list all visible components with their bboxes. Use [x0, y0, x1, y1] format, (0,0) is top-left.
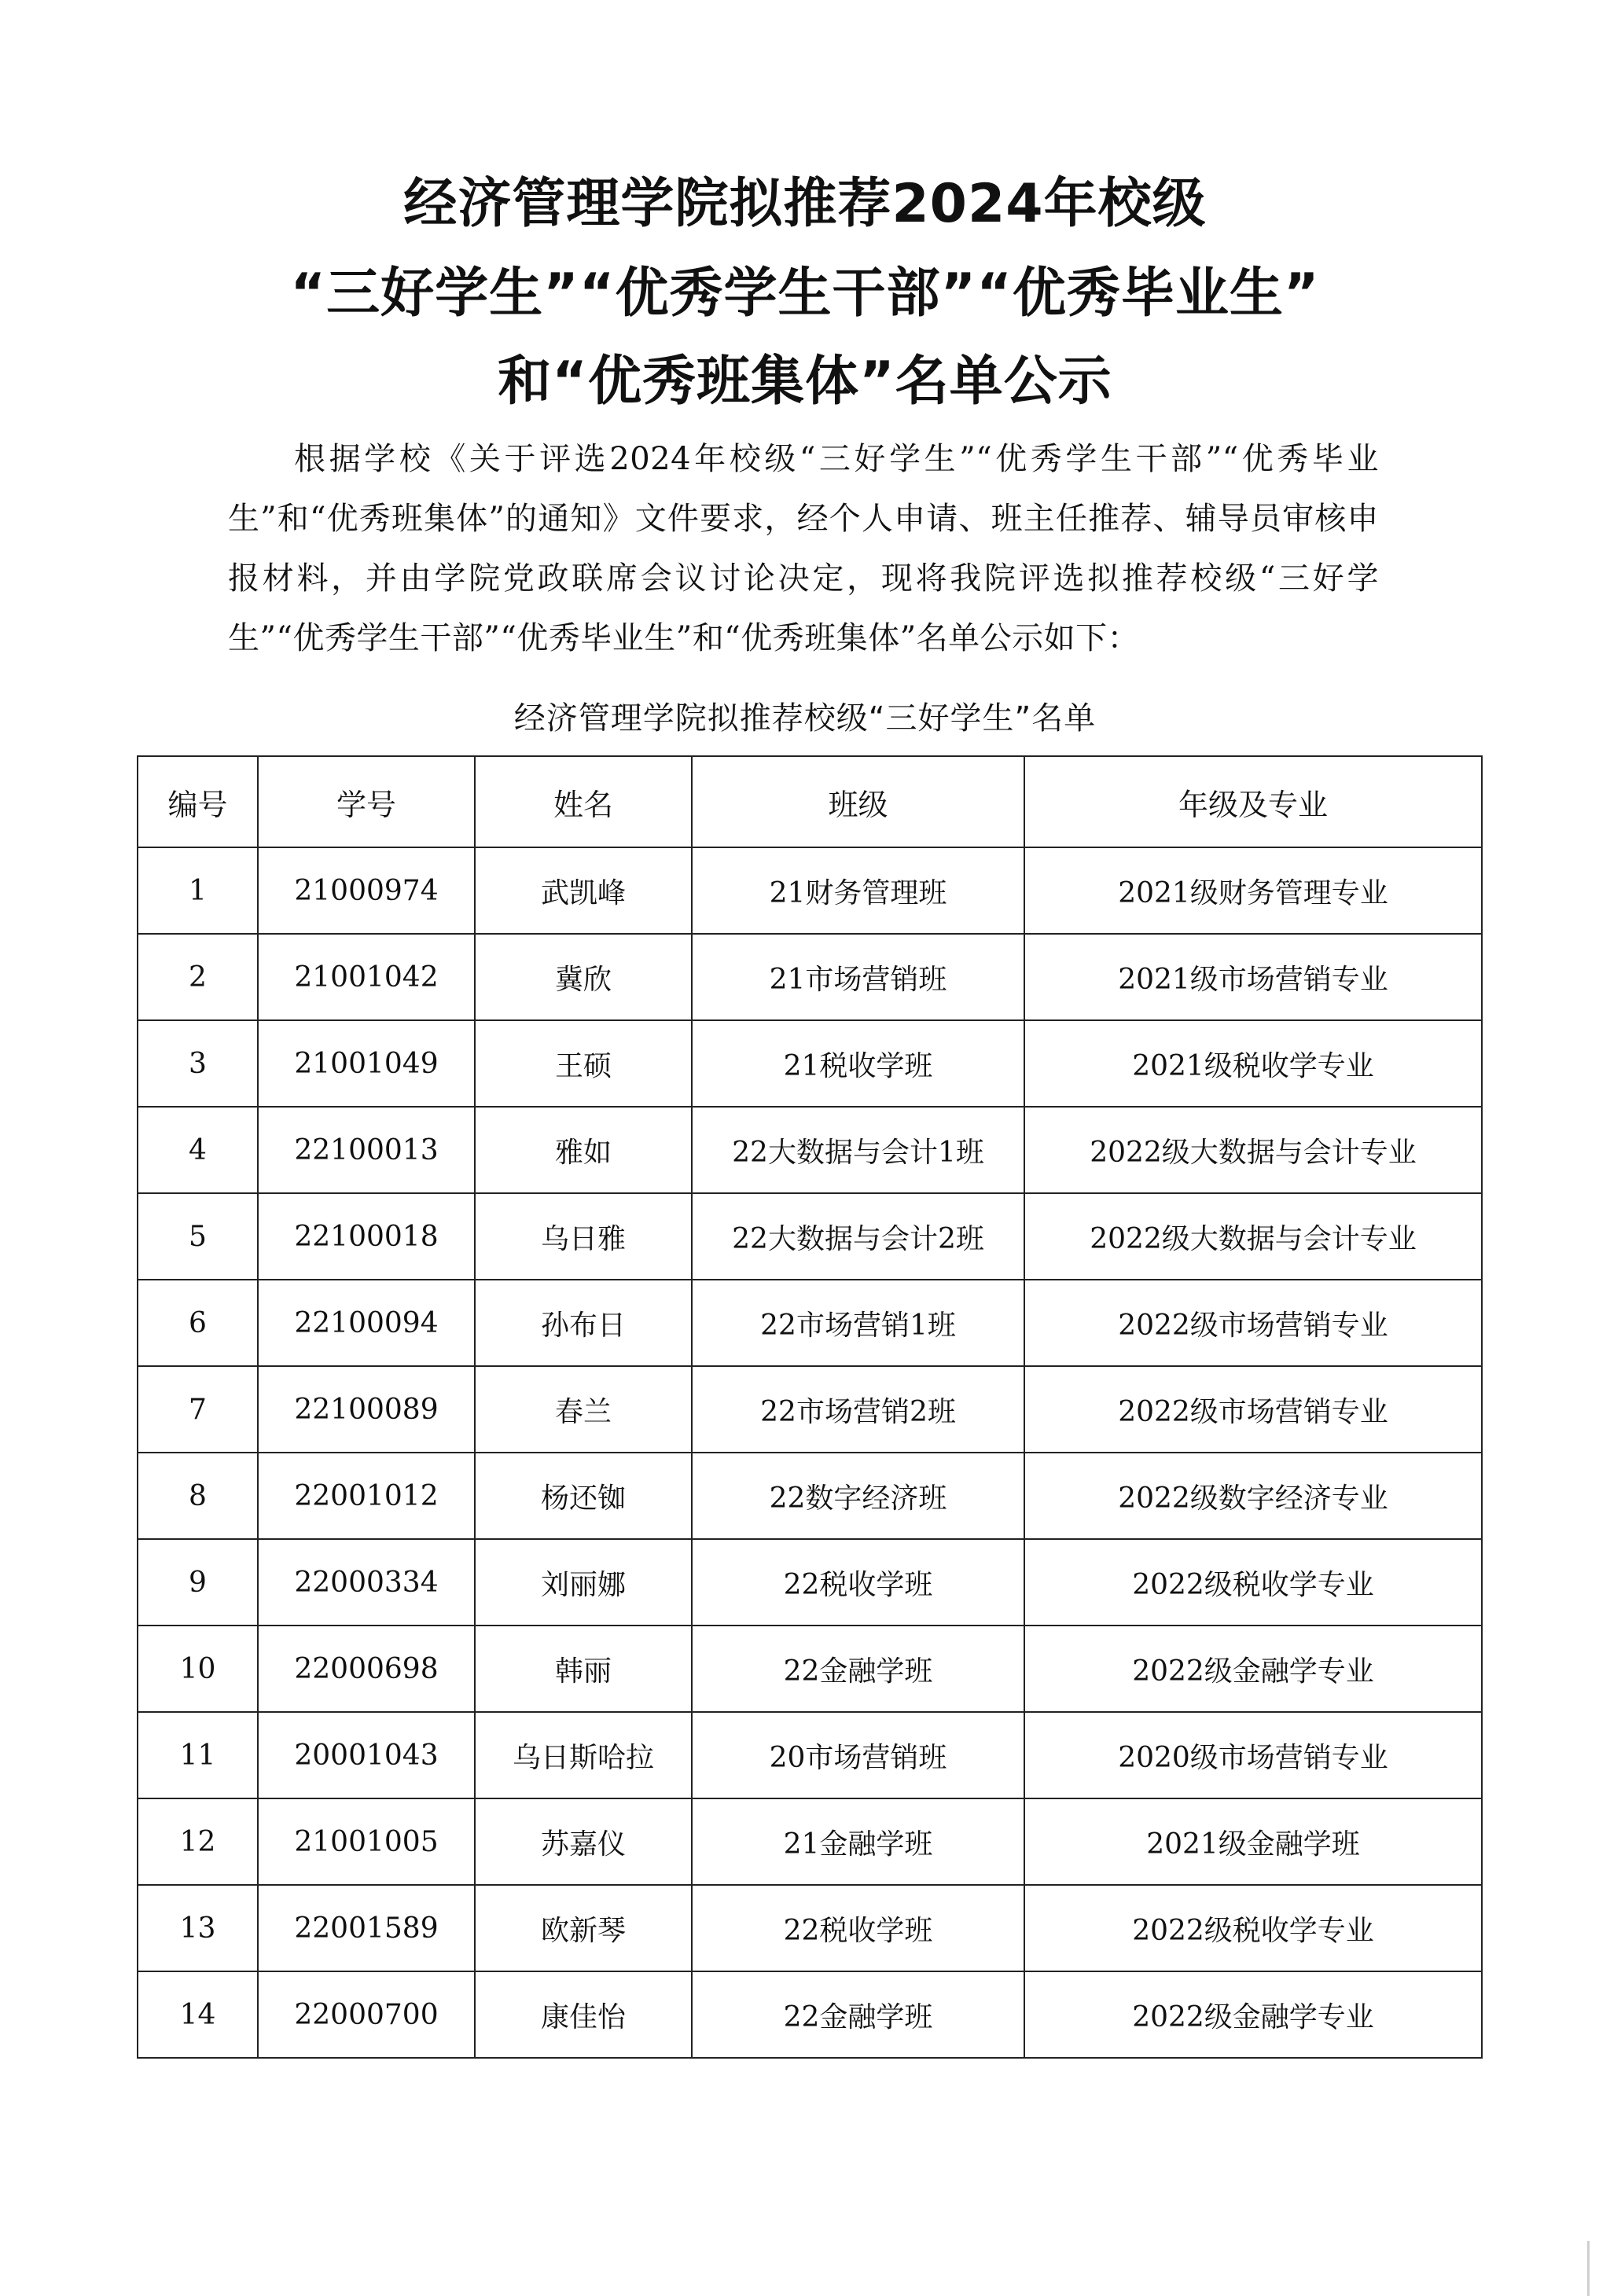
cell-name: 雅如 [475, 1107, 692, 1193]
cell-class: 22税收学班 [692, 1885, 1024, 1971]
cell-student-id: 22001589 [258, 1885, 475, 1971]
cell-grade-major: 2022级数字经济专业 [1024, 1453, 1482, 1539]
header-student-id: 学号 [258, 756, 475, 847]
cell-student-id: 22100089 [258, 1366, 475, 1453]
table-caption: 经济管理学院拟推荐校级“三好学生”名单 [513, 700, 1097, 737]
cell-class: 22大数据与会计2班 [692, 1193, 1024, 1280]
cell-number: 11 [138, 1712, 258, 1798]
student-list-table [137, 755, 1483, 2059]
cell-grade-major: 2021级市场营销专业 [1024, 934, 1482, 1020]
cell-name: 刘丽娜 [475, 1539, 692, 1626]
cell-student-id: 22000334 [258, 1539, 475, 1626]
cell-class: 22数字经济班 [692, 1453, 1024, 1539]
cell-class: 22大数据与会计1班 [692, 1107, 1024, 1193]
cell-grade-major: 2021级财务管理专业 [1024, 847, 1482, 934]
table-row [138, 934, 1482, 1020]
cell-class: 21金融学班 [692, 1798, 1024, 1885]
cell-grade-major: 2022级市场营销专业 [1024, 1280, 1482, 1366]
intro-paragraph: 根据学校《关于评选2024年校级“三好学生”“优秀学生干部”“优秀毕业生”和“优秀班集体”的通知》文件要求，经个人申请、班主任推荐、辅导员审核申报材料，并由学院党政联席会议讨论决定，现将我院评选拟推荐校级“三好学生”“优秀学生干部”“优秀毕业生”和“优秀班集体”名单公示如下： [228, 441, 1379, 656]
cell-grade-major: 2022级税收学专业 [1024, 1885, 1482, 1971]
cell-number: 1 [138, 847, 258, 934]
cell-student-id: 20001043 [258, 1712, 475, 1798]
cell-number: 4 [138, 1107, 258, 1193]
cell-class: 22市场营销1班 [692, 1280, 1024, 1366]
cell-name: 康佳怡 [475, 1971, 692, 2058]
header-class: 班级 [692, 756, 1024, 847]
cell-name: 乌日斯哈拉 [475, 1712, 692, 1798]
table-row [138, 1885, 1482, 1971]
cell-number: 12 [138, 1798, 258, 1885]
cell-grade-major: 2022级大数据与会计专业 [1024, 1193, 1482, 1280]
cell-grade-major: 2022级市场营销专业 [1024, 1366, 1482, 1453]
table-header-row [138, 756, 1482, 847]
cell-student-id: 22100013 [258, 1107, 475, 1193]
cell-grade-major: 2021级金融学班 [1024, 1798, 1482, 1885]
table-row [138, 1712, 1482, 1798]
cell-grade-major: 2021级税收学专业 [1024, 1020, 1482, 1107]
cell-number: 9 [138, 1539, 258, 1626]
cell-student-id: 22100094 [258, 1280, 475, 1366]
cell-number: 13 [138, 1885, 258, 1971]
cell-name: 杨还铷 [475, 1453, 692, 1539]
cell-student-id: 22000698 [258, 1626, 475, 1712]
cell-student-id: 22000700 [258, 1971, 475, 2058]
scan-edge-mark [1587, 2241, 1590, 2296]
cell-student-id: 22100018 [258, 1193, 475, 1280]
document-title-line-3: 和“优秀班集体”名单公示 [498, 351, 1112, 413]
table-row [138, 1280, 1482, 1366]
cell-class: 21财务管理班 [692, 847, 1024, 934]
cell-name: 春兰 [475, 1366, 692, 1453]
cell-number: 2 [138, 934, 258, 1020]
cell-class: 21市场营销班 [692, 934, 1024, 1020]
cell-grade-major: 2022级大数据与会计专业 [1024, 1107, 1482, 1193]
cell-name: 苏嘉仪 [475, 1798, 692, 1885]
cell-class: 22税收学班 [692, 1539, 1024, 1626]
cell-number: 7 [138, 1366, 258, 1453]
document-title-line-2: “三好学生”“优秀学生干部”“优秀毕业生” [290, 263, 1320, 325]
document-title-line-1: 经济管理学院拟推荐2024年校级 [403, 173, 1207, 235]
table-body [138, 847, 1482, 2058]
cell-number: 5 [138, 1193, 258, 1280]
cell-student-id: 21001049 [258, 1020, 475, 1107]
header-grade-major: 年级及专业 [1024, 756, 1482, 847]
header-name: 姓名 [475, 756, 692, 847]
table-row [138, 1971, 1482, 2058]
cell-class: 22金融学班 [692, 1626, 1024, 1712]
cell-number: 14 [138, 1971, 258, 2058]
cell-number: 10 [138, 1626, 258, 1712]
table-row [138, 1020, 1482, 1107]
cell-number: 3 [138, 1020, 258, 1107]
header-number: 编号 [138, 756, 258, 847]
cell-name: 王硕 [475, 1020, 692, 1107]
cell-class: 21税收学班 [692, 1020, 1024, 1107]
cell-grade-major: 2022级金融学专业 [1024, 1971, 1482, 2058]
cell-class: 22金融学班 [692, 1971, 1024, 2058]
cell-student-id: 22001012 [258, 1453, 475, 1539]
cell-class: 22市场营销2班 [692, 1366, 1024, 1453]
cell-name: 武凯峰 [475, 847, 692, 934]
table-row [138, 1539, 1482, 1626]
table-row [138, 1366, 1482, 1453]
cell-name: 孙布日 [475, 1280, 692, 1366]
cell-student-id: 21000974 [258, 847, 475, 934]
cell-grade-major: 2020级市场营销专业 [1024, 1712, 1482, 1798]
table-row [138, 847, 1482, 934]
cell-student-id: 21001042 [258, 934, 475, 1020]
table-row [138, 1453, 1482, 1539]
cell-name: 冀欣 [475, 934, 692, 1020]
table-row [138, 1193, 1482, 1280]
table-row [138, 1798, 1482, 1885]
cell-grade-major: 2022级金融学专业 [1024, 1626, 1482, 1712]
cell-name: 欧新琴 [475, 1885, 692, 1971]
table-row [138, 1626, 1482, 1712]
cell-name: 韩丽 [475, 1626, 692, 1712]
cell-number: 8 [138, 1453, 258, 1539]
cell-class: 20市场营销班 [692, 1712, 1024, 1798]
cell-student-id: 21001005 [258, 1798, 475, 1885]
cell-number: 6 [138, 1280, 258, 1366]
table-row [138, 1107, 1482, 1193]
cell-grade-major: 2022级税收学专业 [1024, 1539, 1482, 1626]
cell-name: 乌日雅 [475, 1193, 692, 1280]
